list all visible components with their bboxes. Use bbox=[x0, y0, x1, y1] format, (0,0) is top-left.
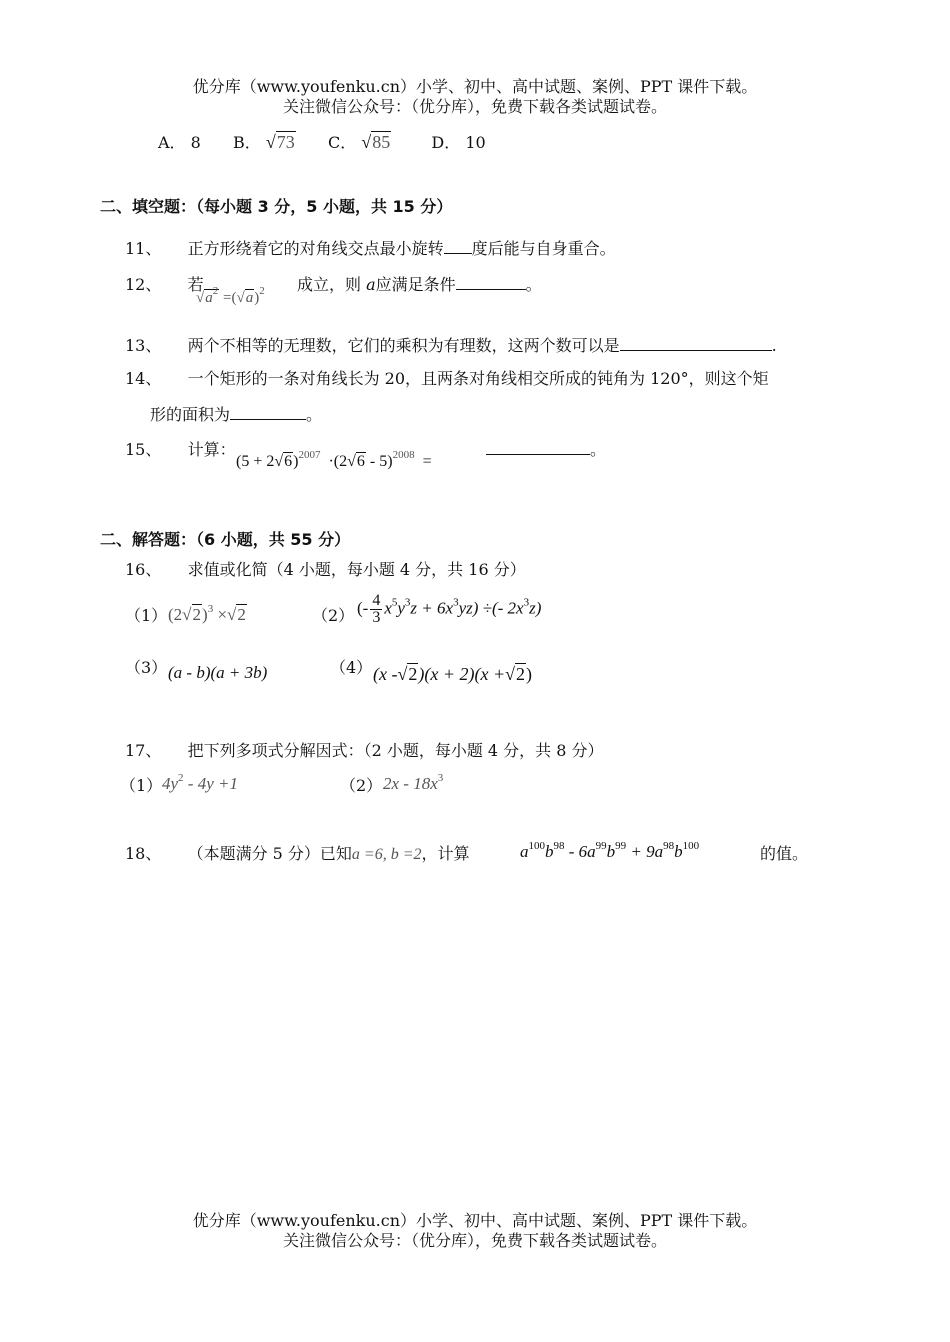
q11-text-a: 正方形绕着它的对角线交点最小旋转 bbox=[187, 239, 444, 258]
q11-blank[interactable] bbox=[444, 239, 472, 254]
q13-blank[interactable] bbox=[620, 336, 772, 351]
q17-part2-expr: $2x - 18x^3$ bbox=[383, 772, 444, 793]
footer-line-1: 优分库（www.youfenku.cn）小学、初中、高中试题、案例、PPT 课件下载。 bbox=[192, 1211, 758, 1230]
q13-number: 13、 bbox=[125, 336, 162, 355]
q15-blank[interactable] bbox=[486, 440, 590, 455]
q17-part2-label: （2） bbox=[340, 776, 383, 795]
section3-title: 二、解答题：（6 小题，共 55 分） bbox=[100, 530, 351, 549]
choice-b-label: B． bbox=[233, 133, 261, 152]
q14-number: 14、 bbox=[125, 369, 162, 388]
q17-number: 17、 bbox=[125, 741, 162, 760]
question-13: 13、 两个不相等的无理数，它们的乘积为有理数，这两个数可以是 . bbox=[125, 336, 777, 355]
q12-text-a: 若 bbox=[187, 275, 204, 294]
q16-part4-label: （4） bbox=[330, 658, 373, 677]
q11-number: 11、 bbox=[125, 239, 162, 258]
choice-d-value: 10 bbox=[465, 133, 486, 152]
question-15 bbox=[125, 437, 236, 460]
q16-part1-expr: $(2√2)^3 \times√2$ bbox=[168, 603, 246, 624]
q11-text-b: 度后能与自身重合。 bbox=[471, 239, 616, 258]
q10-choices: A． 8 B． √73 C． √85 D． 10 bbox=[158, 132, 486, 152]
q16-part3-label: （3） bbox=[125, 658, 168, 677]
q13-text-a: 两个不相等的无理数，它们的乘积为有理数，这两个数可以是 bbox=[187, 336, 620, 355]
choice-b-value: 73 bbox=[276, 132, 295, 152]
choice-d-label: D． bbox=[431, 133, 461, 152]
choice-c-value: 85 bbox=[372, 132, 391, 152]
question-14-cont: 形的面积为 。 bbox=[150, 405, 323, 424]
q12-formula: $√a^2 =(√a)^2$ bbox=[196, 285, 265, 306]
header-line-1: 优分库（www.youfenku.cn）小学、初中、高中试题、案例、PPT 课件下载。 bbox=[192, 77, 758, 96]
q17-text: 把下列多项式分解因式：（2 小题，每小题 4 分，共 8 分） bbox=[187, 741, 604, 760]
q15-formula: $(5 + 2√6)^{2007} \cdot(2√6 - 5)^{2008}$ = bbox=[236, 449, 432, 470]
q17-part1-label: （1） bbox=[120, 776, 163, 795]
question-17 bbox=[125, 738, 604, 761]
choice-a-label: A． bbox=[158, 133, 186, 152]
choice-a-value: 8 bbox=[190, 133, 201, 152]
q15-answer: 。 bbox=[486, 437, 606, 460]
q18-text-c: 的值。 bbox=[760, 844, 809, 863]
question-18: 18、 （本题满分 5 分）已知a =6, b =2，计算 bbox=[125, 844, 470, 863]
q18-given: a =6, b =2 bbox=[351, 846, 422, 863]
q15-number: 15、 bbox=[125, 440, 162, 459]
header-line-2: 关注微信公众号：（优分库），免费下载各类试题试卷。 bbox=[282, 97, 667, 116]
section2-title: 二、填空题：（每小题 3 分，5 小题，共 15 分） bbox=[100, 197, 453, 216]
q12-number: 12、 bbox=[125, 275, 162, 294]
question-11 bbox=[125, 236, 616, 259]
q12-condition: 成立，则 a应满足条件 。 bbox=[297, 275, 542, 294]
q18-text-a: （本题满分 5 分）已知 bbox=[187, 844, 352, 863]
choice-c-label: C． bbox=[327, 133, 357, 152]
q16-part2-label: （2） bbox=[312, 606, 355, 625]
q16-part2-expr: (- $\frac{4}{3}$ $x^5y^3z + 6x^3yz$) ÷(- $2x^3z$) bbox=[357, 592, 542, 626]
q17-part1-expr: $4y^2 - 4y +1$ bbox=[162, 772, 238, 793]
q18-number: 18、 bbox=[125, 844, 162, 863]
q16-part3-expr: (a - b)(a + 3b) bbox=[168, 663, 268, 682]
q14-text-a: 一个矩形的一条对角线长为 20，且两条对角线相交所成的钝角为 120°，则这个矩 bbox=[187, 369, 769, 388]
q18-expression: $a^{100}b^{98} - 6a^{99}b^{99} + 9a^{98}b^{100}$ bbox=[520, 840, 700, 861]
footer-line-2: 关注微信公众号：（优分库），免费下载各类试题试卷。 bbox=[282, 1231, 667, 1250]
q14-blank[interactable] bbox=[230, 405, 306, 420]
question-16 bbox=[125, 557, 526, 580]
q15-text-a: 计算： bbox=[187, 440, 236, 459]
q16-text: 求值或化简（4 小题，每小题 4 分，共 16 分） bbox=[187, 560, 526, 579]
question-14 bbox=[125, 366, 769, 389]
question-12 bbox=[125, 272, 204, 295]
q12-blank[interactable] bbox=[456, 275, 526, 290]
q16-number: 16、 bbox=[125, 560, 162, 579]
q16-part1-label: （1） bbox=[125, 606, 168, 625]
q16-part4-expr: (x -√2)(x + 2)(x +√2) bbox=[373, 664, 533, 684]
